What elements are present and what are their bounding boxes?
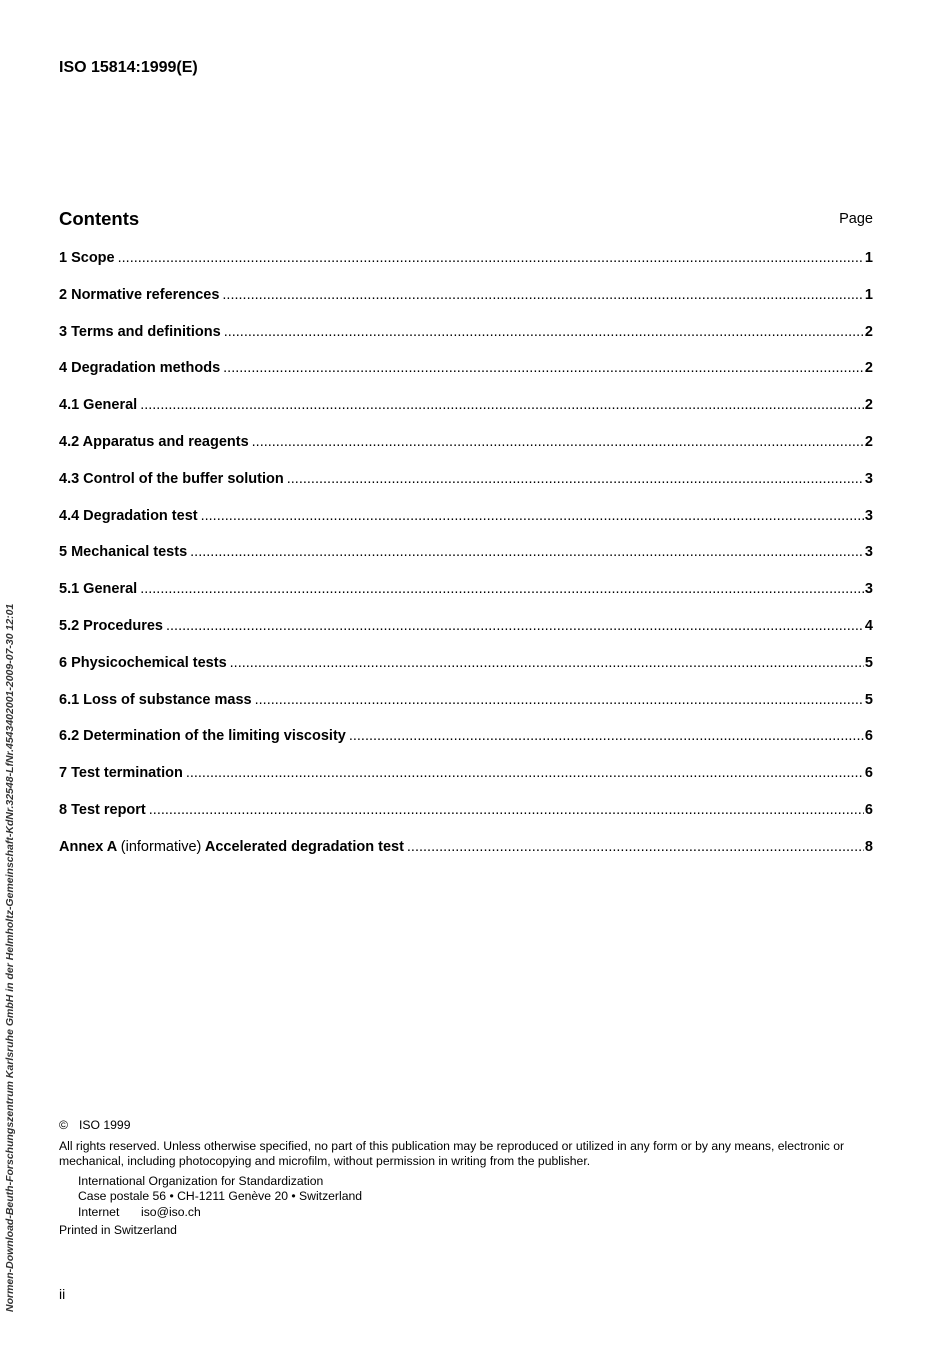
toc-entry-4-1-general[interactable] <box>59 397 873 434</box>
dot-leader <box>166 618 864 634</box>
printed-in: Printed in Switzerland <box>59 1223 177 1237</box>
toc-entry-page: 3 <box>864 470 873 487</box>
dot-leader <box>149 802 864 818</box>
toc-entry-title: 6 Physicochemical tests <box>59 654 227 671</box>
toc-entry-title: 8 Test report <box>59 801 146 818</box>
toc-entry-title: 6.2 Determination of the limiting viscosity <box>59 728 346 745</box>
toc-entry-title: 2 Normative references <box>59 286 220 303</box>
toc-entry-normative-references[interactable] <box>59 287 873 324</box>
toc-entry-page: 2 <box>864 433 873 450</box>
toc-entry-title: 4.4 Degradation test <box>59 507 198 524</box>
toc-entry-page: 3 <box>864 544 873 561</box>
toc-entry-apparatus-and-reagents[interactable] <box>59 434 873 471</box>
toc-entry-page: 1 <box>864 250 873 266</box>
toc-entry-page: 2 <box>864 397 873 414</box>
toc-entry-scope[interactable] <box>59 250 873 287</box>
dot-leader <box>186 765 864 781</box>
download-watermark: Normen-Download-Beuth-Forschungszentrum Karlsruhe GmbH in der Helmholtz-Gemeinschaft-KdNr.32548-LfNr.4543402001-2009-07-30 12:01 <box>4 603 16 1312</box>
annex-qualifier: (informative) <box>120 838 202 855</box>
toc-entry-title: 5.2 Procedures <box>59 617 163 634</box>
copyright-icon: © <box>59 1118 68 1132</box>
toc-entry-test-termination[interactable] <box>59 765 873 802</box>
toc-entry-title: 4.1 General <box>59 397 138 414</box>
page-column-label: Page <box>839 211 873 227</box>
toc-entry-title: 4 Degradation methods <box>59 360 221 377</box>
toc-entry-degradation-test[interactable] <box>59 508 873 545</box>
org-name: International Organization for Standardization <box>78 1173 324 1188</box>
toc-entry-page: 1 <box>864 286 873 303</box>
dot-leader <box>201 508 864 524</box>
dot-leader <box>140 397 864 413</box>
toc-entry-procedures[interactable] <box>59 618 873 655</box>
dot-leader <box>190 544 864 560</box>
toc-entry-page: 5 <box>864 654 873 671</box>
toc-entry-title: 4.2 Apparatus and reagents <box>59 433 249 450</box>
toc-entry-mechanical-tests[interactable] <box>59 544 873 581</box>
toc-entry-page: 5 <box>864 691 873 708</box>
dot-leader <box>223 360 864 376</box>
toc-entry-page: 6 <box>864 728 873 745</box>
copyright-year: ISO 1999 <box>79 1118 131 1132</box>
toc-entry-title: 4.3 Control of the buffer solution <box>59 470 284 487</box>
rights-statement: All rights reserved. Unless otherwise specified, no part of this publication may be reproduced or utilized in any form or by any means, electronic or mechanical, including photocopying and microfilm, without permission in writing from the publisher. <box>59 1138 845 1168</box>
annex-label: Annex A <box>59 838 117 855</box>
dot-leader <box>140 581 864 597</box>
toc-entry-terms-and-definitions[interactable] <box>59 324 873 361</box>
toc-entry-5-1-general[interactable] <box>59 581 873 618</box>
toc-entry-title <box>59 839 404 855</box>
dot-leader <box>222 287 864 303</box>
document-id: ISO 15814:1999(E) <box>59 59 198 76</box>
toc-entry-title: 3 Terms and definitions <box>59 323 221 340</box>
toc-entry-loss-of-substance-mass[interactable] <box>59 692 873 729</box>
org-address-block <box>59 1174 875 1221</box>
toc-entry-page: 2 <box>864 323 873 340</box>
internet-label: Internet <box>78 1204 120 1219</box>
dot-leader <box>255 692 864 708</box>
toc-entry-title: 5 Mechanical tests <box>59 544 188 561</box>
toc-entry-title: 7 Test termination <box>59 765 183 782</box>
dot-leader <box>230 655 864 671</box>
toc-entry-title: 6.1 Loss of substance mass <box>59 691 252 708</box>
org-address: Case postale 56 • CH-1211 Genève 20 • Switzerland <box>78 1189 363 1203</box>
toc-entry-control-of-buffer-solution[interactable] <box>59 471 873 508</box>
internet-line <box>78 1205 875 1221</box>
toc-entry-page: 3 <box>864 507 873 524</box>
toc-entry-title: 1 Scope <box>59 250 115 266</box>
toc-entry-page: 4 <box>864 617 873 634</box>
page-number: ii <box>59 1286 66 1302</box>
contents-heading: Contents <box>59 208 140 229</box>
toc-entry-page: 6 <box>864 765 873 782</box>
dot-leader <box>407 839 864 855</box>
copyright-line <box>59 1118 875 1134</box>
copyright-footer <box>59 1118 875 1239</box>
toc-entry-degradation-methods[interactable] <box>59 360 873 397</box>
toc-entry-page: 6 <box>864 801 873 818</box>
toc-entry-page: 3 <box>864 581 873 598</box>
dot-leader <box>349 728 864 744</box>
toc-entry-physicochemical-tests[interactable] <box>59 655 873 692</box>
dot-leader <box>287 471 864 487</box>
table-of-contents <box>59 250 873 876</box>
toc-entry-title: 5.1 General <box>59 581 138 598</box>
annex-title: Accelerated degradation test <box>204 838 404 855</box>
dot-leader <box>118 250 864 266</box>
toc-entry-annex-a[interactable] <box>59 839 873 876</box>
toc-entry-page: 8 <box>864 838 873 855</box>
dot-leader <box>224 324 864 340</box>
toc-entry-page: 2 <box>864 360 873 377</box>
toc-entry-limiting-viscosity[interactable] <box>59 728 873 765</box>
toc-entry-test-report[interactable] <box>59 802 873 839</box>
dot-leader <box>252 434 864 450</box>
internet-email[interactable]: iso@iso.ch <box>141 1204 201 1219</box>
